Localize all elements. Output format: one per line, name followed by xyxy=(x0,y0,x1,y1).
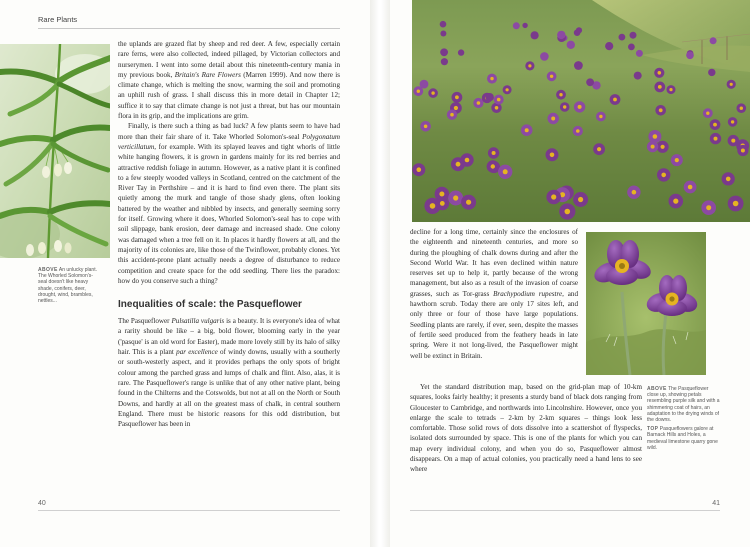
meadow-flower-center xyxy=(730,83,733,86)
meadow-flower-center xyxy=(477,101,481,105)
meadow-flower-center xyxy=(706,112,709,115)
meadow-flower-center xyxy=(651,145,655,149)
caption-above-text: The Pasqueflower close up, showing petals resembling purple silk and with a shimmering coat of hairs, an adaptation to the drying winds of the downs. xyxy=(647,386,720,424)
right-bottom-paragraph: Yet the standard distribution map, based on the grid-plan map of 10-km squares, looks fairly healthy; it presents a sturdy band of black dots ranging from Gloucester to Cambridge, and northwards into Lincolnshire. However, once you enlarge the scale to tetrads – 2-km by 2-km squares – things look less comfortable. Those solid rows of dots dissolve into a scattershot of flyspecks, isolated dots surrounded by space. This is one of the plants for which you can map every individual colony, and when you do so, Pasqueflower almost disappears. On a map of actual colonies, you practically need a hand lens to see where xyxy=(410,383,642,474)
meadow-flower-center xyxy=(439,192,444,197)
running-head-rule xyxy=(38,28,340,29)
meadow-flower-center xyxy=(456,162,461,167)
meadow-flower-center xyxy=(551,117,555,121)
meadow-flower-center xyxy=(632,190,637,195)
meadow-flower-center xyxy=(417,90,420,93)
meadow-flower-center xyxy=(661,145,665,149)
meadow-flower xyxy=(636,50,643,57)
italic-text: Britain's Rare Flowers xyxy=(174,70,241,79)
meadow-flower-center xyxy=(528,64,531,67)
meadow-flower xyxy=(522,23,527,28)
meadow-flower-center xyxy=(599,115,602,118)
meadow-flower-center xyxy=(578,197,583,202)
meadow-flower xyxy=(540,52,549,61)
meadow-flower-center xyxy=(658,85,662,89)
right-top-text-end: , and hawthorn scrub. Today there are only 17 sites left, and only three or four of those have large populations. Seedling plants are rarely, if ever, seen, despite the masses of fertile seed produced from the feathery heads in late spring. Were it not long-lived, the Pasqueflower might well be extinct in Britain. xyxy=(410,289,579,360)
meadow-flower-center xyxy=(490,77,493,80)
meadow-flower-center xyxy=(661,173,666,178)
meadow-flower xyxy=(686,52,694,60)
meadow-flower-center xyxy=(731,139,735,143)
meadow-flower xyxy=(574,29,581,36)
section-paragraphs xyxy=(118,316,340,429)
meadow-flower-center xyxy=(465,158,470,163)
folio-right: 41 xyxy=(712,500,720,507)
caption-above xyxy=(647,386,721,423)
meadow-flower-center xyxy=(506,88,509,91)
section-heading: Inequalities of scale: the Pasqueflower xyxy=(118,299,302,311)
meadow-flower-center xyxy=(673,199,678,204)
meadow-flower-center xyxy=(424,125,428,129)
text-run: of windy downs, usually with a southerly or south-westerly aspect, and it provides perhaps the only spots of bright colour among the parched grass and lumps of chalk and flint. Also, alas, it is rare. The Pasqueflower's range is unlike that of any other native plant, being found in the Chilterns and the Cotswolds, but not at all on the North or South Downs, and hardly at all on the greatest mass of chalk, in central southern England. There must be historic reasons for this odd distribution, but Pasqueflower has been in xyxy=(118,348,341,429)
meadow-flower-center xyxy=(440,201,445,206)
caption-left xyxy=(38,267,102,304)
meadow-flower xyxy=(628,44,635,51)
meadow-flower xyxy=(440,31,446,37)
gutter xyxy=(370,0,390,547)
meadow-flower xyxy=(486,93,494,101)
meadow-flower-center xyxy=(550,153,555,158)
meadow-flower-center xyxy=(741,149,745,153)
caption-above-lead: ABOVE xyxy=(647,386,667,392)
caption-top xyxy=(647,426,721,451)
text-run: (Marren 1999). And now there is climate change, which is melting the snow, warming the soil and promoting an uphill rush of grass. I shall discuss this in more detail in Chapter 12; suffice it to say that climate change is not just a threat, but has our mountain flora in its grip, and the implications are grim. xyxy=(118,70,341,121)
meadow-flower xyxy=(440,21,447,28)
meadow-flower-center xyxy=(675,158,679,162)
folio-left: 40 xyxy=(38,500,46,507)
meadow-flower-center xyxy=(454,106,458,110)
footer-rule-left xyxy=(38,510,340,511)
meadow-photo-icon xyxy=(412,0,750,222)
meadow-flower xyxy=(634,72,642,80)
meadow-flower-center xyxy=(551,194,556,199)
left-page xyxy=(0,0,370,547)
left-paragraphs xyxy=(118,39,340,286)
meadow-flower-center xyxy=(453,195,458,200)
right-top-paragraph xyxy=(410,227,578,361)
meadow-flower-center xyxy=(740,107,743,110)
meadow-flower-center xyxy=(491,164,495,168)
whorled-solomons-seal-photo xyxy=(0,44,110,258)
meadow-flower-center xyxy=(455,95,459,99)
meadow-flower-center xyxy=(565,209,571,215)
text-run: Finally, is there such a thing as bad luck? A few plants seem to have had more than their fair share of it. Take Whorled Solomon's-seal xyxy=(118,122,340,141)
meadow-flower-center xyxy=(503,169,508,174)
meadow-flower xyxy=(531,31,539,39)
meadow-flower-center xyxy=(497,98,501,102)
meadow-flower xyxy=(567,41,575,49)
text-run: is a beauty. It is everyone's idea of what a rarity should be like – a big, bold flower, blooming early in the year ('pasque' is an old word for Easter), made more lovely still by its halo of silky hair. This is a plant xyxy=(118,317,340,357)
body-paragraph xyxy=(118,39,340,121)
meadow-flower-center xyxy=(550,75,553,78)
right-body-top xyxy=(410,227,578,361)
meadow-flower-center xyxy=(576,129,580,133)
meadow-flower xyxy=(574,61,583,70)
meadow-flower xyxy=(605,42,613,50)
italic-text: par excellence xyxy=(176,348,218,357)
running-head: Rare Plants xyxy=(38,15,78,24)
meadow-flower xyxy=(458,49,464,55)
flower-photo-icon xyxy=(586,232,706,375)
body-paragraph xyxy=(118,316,340,429)
meadow-flower-center xyxy=(669,88,672,91)
caption-lead: ABOVE xyxy=(38,267,58,273)
left-body-column xyxy=(118,39,340,429)
meadow-flower-center xyxy=(597,147,601,151)
pasqueflower-meadow-photo xyxy=(412,0,750,222)
meadow-flower-center xyxy=(492,151,496,155)
meadow-flower-center xyxy=(713,123,717,127)
italic-text: Pulsatilla vulgaris xyxy=(171,317,225,326)
meadow-flower-center xyxy=(525,128,529,132)
meadow-flower-center xyxy=(559,93,562,96)
caption-top-text: Pasqueflowers galore at Barnack Hills and Holes, a medieval limestone quarry gone wild. xyxy=(647,426,718,451)
body-paragraph xyxy=(118,121,340,286)
meadow-flower-center xyxy=(466,200,471,205)
meadow-flower-center xyxy=(430,203,436,209)
footer-rule-right xyxy=(410,510,720,511)
right-top-text: decline for a long time, certainly since the enclosures of the eighteenth and nineteenth centuries, and more so during the ploughing of chalk downs during and after the Second World War. It has even declined within nature reserves set up to help it, partly because of the wrong management, but also as a result of the invasion of coarse grasses, such as Tor-grass xyxy=(410,228,578,298)
meadow-flower-center xyxy=(706,205,711,210)
plant-photo-icon xyxy=(0,44,110,258)
pasqueflower-closeup-photo xyxy=(586,232,706,375)
right-top-italic: Brachypodium rupestre xyxy=(493,289,563,298)
meadow-flower-center xyxy=(563,105,566,108)
meadow-flower xyxy=(440,48,448,56)
caption-right xyxy=(647,386,721,454)
meadow-flower xyxy=(619,34,626,41)
meadow-flower xyxy=(708,69,715,76)
meadow-flower xyxy=(557,31,565,39)
meadow-flower-center xyxy=(417,167,422,172)
text-run: the uplands are grazed flat by sheep and red deer. A few, especially certain rare ferns, were also collected, indeed pillaged, by Victorian collectors and nurserymen. I went into some detail about this nineteenth-century mania in my previous book, xyxy=(118,40,340,79)
caption-top-lead: TOP xyxy=(647,426,659,433)
meadow-flower xyxy=(630,32,637,39)
meadow-flower-center xyxy=(578,105,582,109)
right-page xyxy=(390,0,750,547)
meadow-flower-center xyxy=(726,177,731,182)
italic-text: Polygonatum verticillatum xyxy=(118,132,340,151)
text-run: The Pasqueflower xyxy=(118,317,172,326)
meadow-flower-center xyxy=(495,106,499,110)
meadow-flower xyxy=(710,37,717,44)
meadow-flower-center xyxy=(733,201,739,207)
caption-text: An unlucky plant. The Whorled Solomon's-seal doesn't like heavy shade, conifers, deer, drought, wind, brambles, nettles... xyxy=(38,267,97,305)
meadow-flower-center xyxy=(613,98,617,102)
meadow-flower xyxy=(441,58,448,65)
meadow-flower-center xyxy=(731,120,734,123)
meadow-flower-center xyxy=(431,91,434,94)
meadow-flower-center xyxy=(450,113,454,117)
meadow-flower xyxy=(586,78,594,86)
meadow-flower-center xyxy=(688,185,693,190)
right-body-bottom xyxy=(410,382,642,475)
meadow-flower-center xyxy=(714,137,718,141)
meadow-flower-center xyxy=(658,71,662,75)
meadow-flower-center xyxy=(653,134,658,139)
meadow-flower-center xyxy=(659,108,663,112)
meadow-flower xyxy=(513,22,520,29)
text-run: , for example. With its splayed leaves and tight whorls of little white hanging flowers, it is grown in gardens mainly for its red berries and attractive reddish foliage in autumn. However, as a native plant it is confined to a few steeply wooded valleys in Scotland, centred on the catchment of the River Tay in Perthshire – and it is hard to find even there. The plant sits quietly among the murk and tangle of those shady glens, often looking battered by the weather and nibbled by insects, and generally seeming sorry for itself. Growing where it does, Whorled Solomon's-seal has to cope with soil slippage, bank erosion, deer damage and increased shade. One colony was damaged when a tree fell on it. In places it hardly flowers at all, and the majority of its colonies are, like those of the Twinflower, probably clones. Yet this accident-prone plant actually needs a degree of disturbance to reduce competition and create space for the odd seedling. There lies the paradox: how do you conserve such a thing? xyxy=(118,142,340,285)
